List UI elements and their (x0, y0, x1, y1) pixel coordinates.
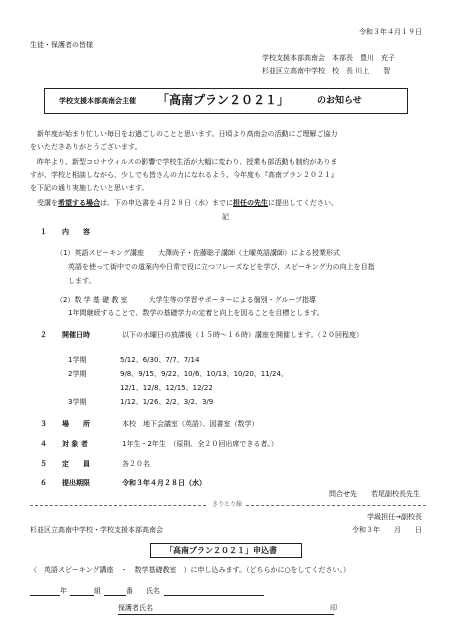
section-5-number: ５ (40, 460, 47, 468)
intro-p3-post: に提出してください。 (268, 199, 338, 207)
intro-p3-mid: は、下の申込書を４月２８日（水）までに (100, 199, 233, 207)
form-organization: 杉並区立高南中学校・学校支援本部高南会 (30, 526, 163, 534)
student-name-label: 氏名 (146, 587, 160, 595)
section-4-number: ４ (40, 440, 47, 448)
section-1-item-2-line-2: 1年間継続することで、数学の基礎学力の定着と向上を図ることを目標とします。 (68, 309, 324, 317)
cut-line-label: きりとり線 (212, 501, 243, 508)
section-3-heading: 場 所 (62, 420, 90, 428)
cut-line-left (30, 505, 206, 506)
term-label: 2学期 (68, 370, 87, 378)
sender-line-1: 学校支援本部高南会 本部長 豊川 充子 (262, 54, 395, 62)
section-4-heading: 対 象 者 (62, 440, 88, 448)
intro-p3-emphasis-1: 希望する場合 (58, 199, 100, 207)
section-1-item-1-line-2: 英語を使って街中での道案内や日常で役に立つフレーズなどを学び、スピーキング力の向上を目指 (68, 263, 375, 271)
section-5-text: 各２０名 (122, 460, 150, 468)
intro-p1-line1: 新年度が始まり忙しい毎日をお過ごしのことと思います。日頃より高南会の活動にご理解ご協力 (30, 130, 338, 138)
section-1-item-2-line-1: （2）数 学 基 礎 教 室 大学生等の学習サポーターによる個別・グループ指導 (56, 296, 317, 304)
title-box (44, 88, 408, 114)
section-5-heading: 定 員 (62, 460, 90, 468)
section-2-heading: 開催日時 (62, 331, 90, 339)
section-6-text: 令和３年４月２８日（水） (122, 479, 206, 487)
guardian-name-label: 保護者氏名 (118, 604, 153, 612)
form-choice-line: （ 英語スピーキング講座 ・ 数学基礎教室 ）に申し込みます。（どちらかに○をしてください。） (30, 566, 351, 574)
section-2-text: 以下の水曜日の放課後（１５時～１６時）講座を開催します。（２０回程度） (122, 331, 363, 339)
form-routing: 学級担任→副校長 (367, 513, 422, 521)
intro-p2-line3: を下記の通り実施したいと思います。 (30, 184, 149, 192)
term-label: 1学期 (68, 356, 87, 364)
section-3-number: ３ (40, 420, 47, 428)
title-suffix: のお知らせ (317, 96, 362, 106)
intro-p3-emphasis-2: 担任の先生 (233, 199, 268, 207)
section-1-item-1-line-1: （1）英語スピーキング講座 大澤尚子・佐藤聡子講師（土曜英語講師）による授業形式 (56, 249, 340, 257)
student-number-field[interactable] (104, 595, 126, 596)
title-prefix: 学校支援本部高南会主催 (59, 97, 136, 105)
class-label: 組 (94, 587, 101, 595)
contact-info: 問合せ先 若尾副校長先生 (329, 490, 420, 498)
form-date: 令和３年 月 日 (352, 526, 422, 534)
grade-label: 年 (60, 587, 67, 595)
title-main: 「高南プラン２０２１」 (157, 93, 290, 107)
term-dates: 5/12、6/30、7/7、7/14 (120, 356, 200, 364)
section-6-heading: 提出期限 (62, 479, 90, 487)
section-3-text: 本校 地下会議室（英語）、図書室（数学） (122, 420, 259, 428)
intro-p2-line1: 昨年より、新型コロナウィルスの影響で学校生活が大幅に変わり、授業も部活動も制約がありま (30, 158, 338, 166)
term-dates: 12/1、12/8、12/15、12/22 (120, 384, 213, 392)
cut-line-right (246, 505, 426, 506)
intro-p3-pre: 受講を (30, 199, 58, 207)
grade-field[interactable] (30, 595, 60, 596)
sender-line-2: 杉並区立高南中学校 校 長 川上 智 (262, 67, 391, 75)
section-1-number: １ (40, 228, 47, 236)
ki-marker: 記 (222, 213, 229, 221)
section-1-item-1-line-3: します。 (68, 277, 96, 285)
intro-p3 (30, 199, 338, 208)
section-2-number: ２ (40, 331, 47, 339)
form-title-box (150, 543, 302, 558)
guardian-name-field[interactable] (118, 614, 334, 615)
term-label: 3学期 (68, 398, 87, 406)
notice-date: 令和３年４月１９日 (359, 28, 422, 36)
student-number-label: 番 (126, 587, 133, 595)
student-name-field[interactable] (164, 595, 264, 596)
intro-p2-line2: すが、学校と相談しながら、少しでも皆さんの力になれるよう、今年度も『高南プラン２０２１』 (30, 171, 338, 179)
section-6-number: ６ (40, 479, 47, 487)
class-field[interactable] (70, 595, 94, 596)
section-4-text: 1年生・2年生 （原則、全２０回出席できる者。） (122, 440, 278, 448)
intro-p1-line2: をいただきありがとうございます。 (30, 143, 142, 151)
addressee: 生徒・保護者の皆様 (30, 41, 93, 49)
term-dates: 1/12、1/26、2/2、3/2、3/9 (120, 398, 214, 406)
seal-mark: 印 (330, 604, 337, 612)
form-title: 「高南プラン２０２１」申込書 (165, 546, 277, 555)
term-dates: 9/8、9/15、9/22、10/6、10/13、10/20、11/24、 (120, 370, 288, 378)
section-1-heading: 内 容 (62, 228, 90, 236)
